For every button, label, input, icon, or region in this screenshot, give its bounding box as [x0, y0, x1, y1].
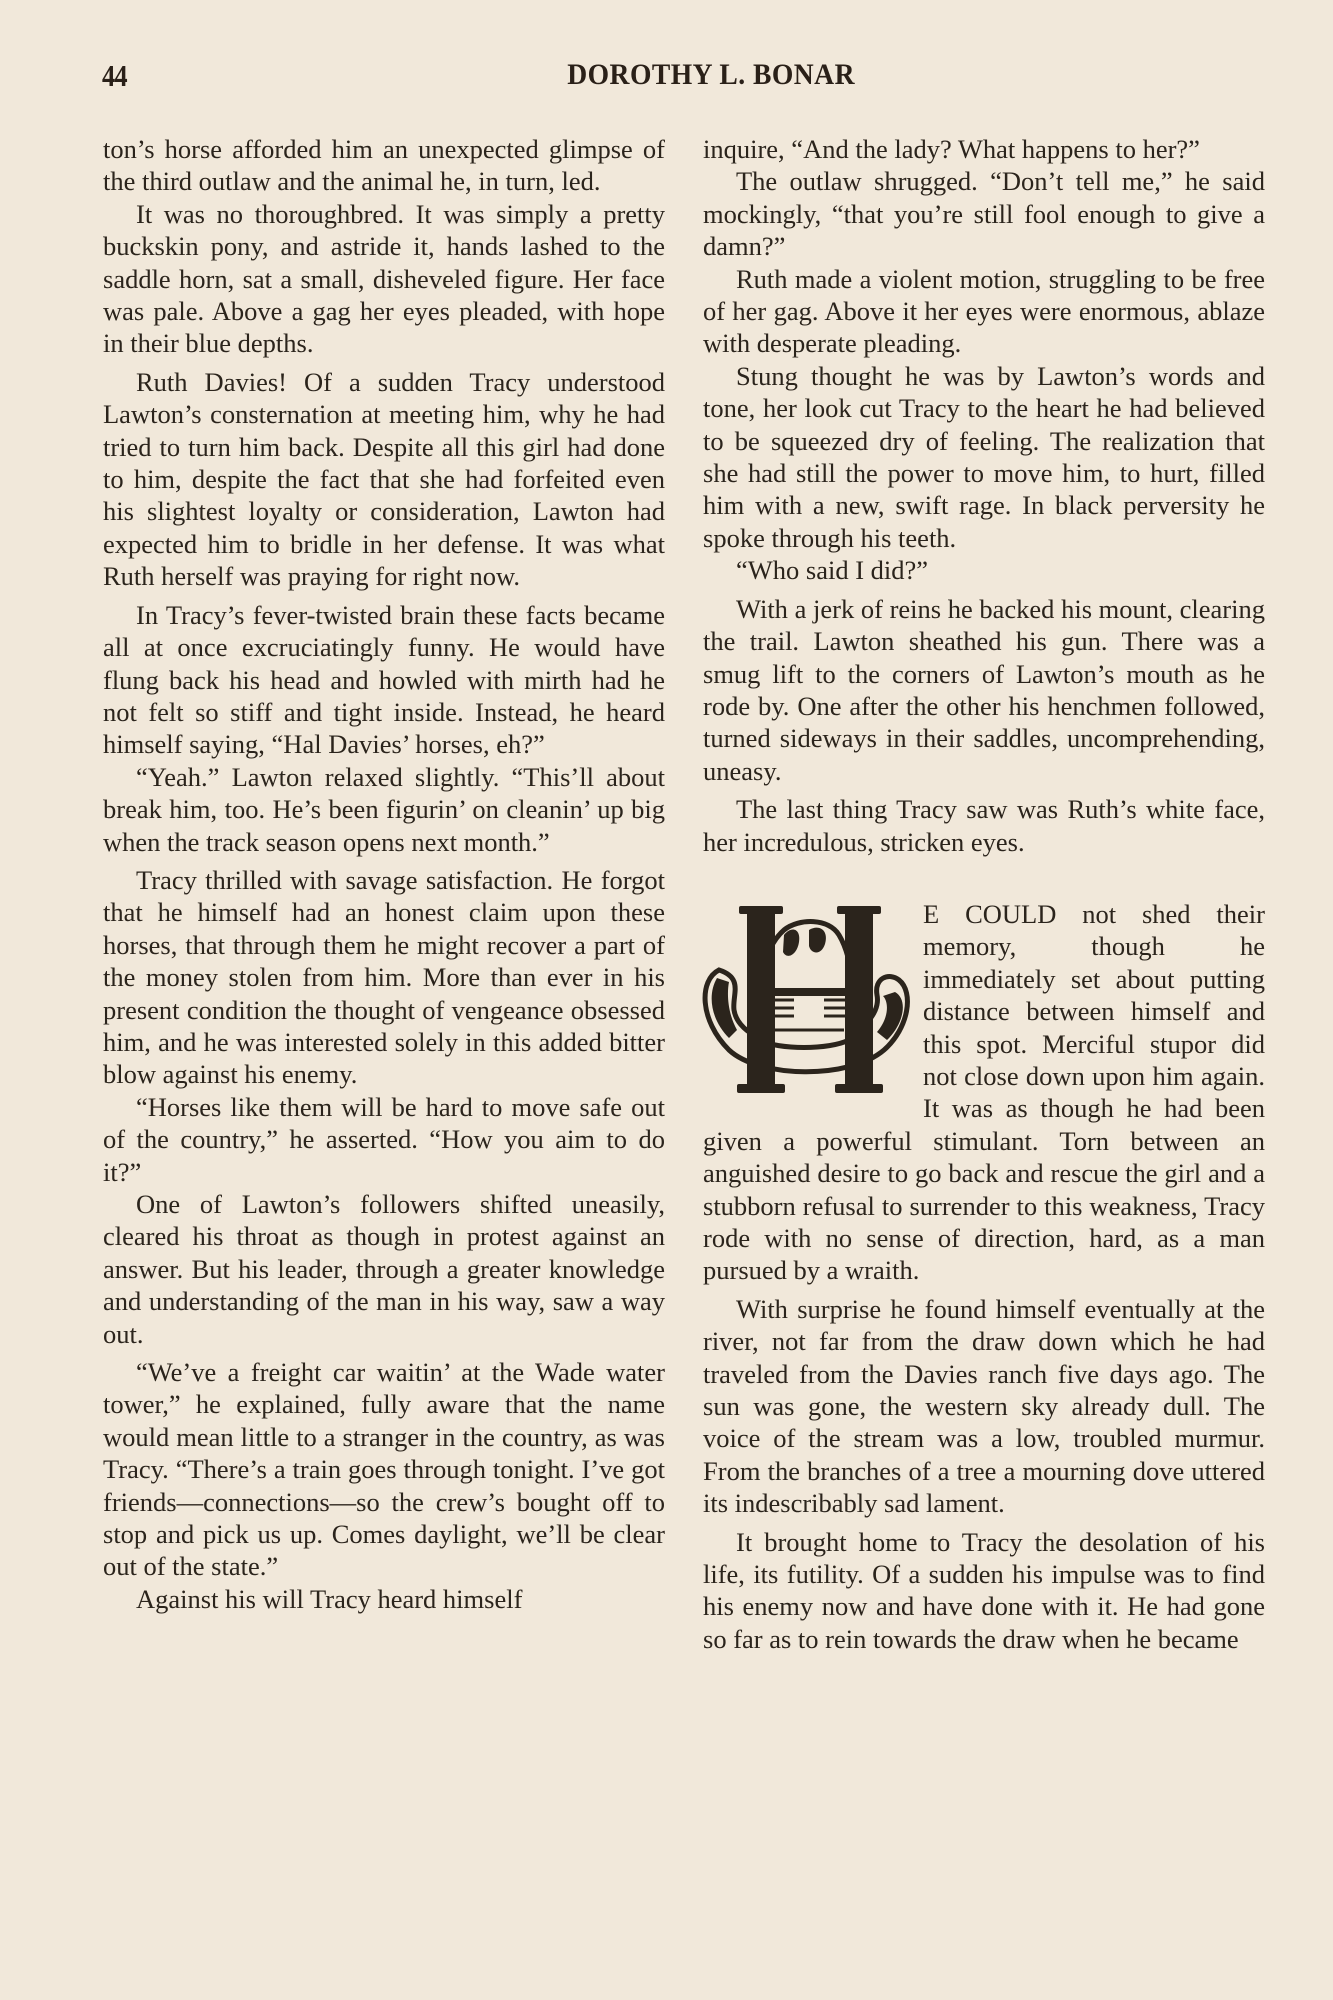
paragraph: “We’ve a freight car waitin’ at the Wade water tower,” he explained, fully aware that the name would mean little to a stranger in the country, as was Tracy. “There’s a train goes through tonight. I’ve got friends—connections—so the crew’s bought off to stop and pick us up. Comes daylight, we’ll be clear out of the state.”	[103, 1357, 665, 1582]
paragraph: With surprise he found himself eventually at the river, not far from the draw down which he had traveled from the Davies ranch five days ago. The sun was gone, the western sky already dull. The voice of the stream was a low, troubled murmur. From the branches of a tree a mourning dove uttered its indescribably sad lament.	[703, 1293, 1265, 1519]
left-column	[103, 133, 665, 1615]
paragraph: “Yeah.” Lawton relaxed slightly. “This’ll about break him, too. He’s been figurin’ on cleanin’ up big when the track season opens next month.”	[103, 761, 665, 857]
paragraph: It brought home to Tracy the desolation of his life, its futility. Of a sudden his impulse was to find his enemy now and have done with it. He had gone so far as to rein towards the draw when he became	[703, 1526, 1265, 1654]
paragraph: In Tracy’s fever-twisted brain these facts became all at once excruciatingly funny. He would have flung back his head and howled with mirth had he not felt so stiff and tight inside. Instead, he heard himself saying, “Hal Davies’ horses, eh?”	[103, 599, 665, 760]
paragraph: One of Lawton’s followers shifted uneasily, cleared his throat as though in protest against an answer. But his leader, through a greater knowledge and understanding of the man in his way, saw a way out.	[103, 1189, 665, 1349]
paragraph: inquire, “And the lady? What happens to her?”	[703, 134, 1200, 164]
paragraph: “Who said I did?”	[736, 555, 929, 586]
cowboy-hat-icon	[699, 900, 917, 1096]
paragraph: With a jerk of reins he backed his mount, clearing the trail. Lawton sheathed his gun. There was a smug lift to the corners of Lawton’s mouth as he rode by. One after the other his henchmen followed, turned sideways in their saddles, uncomprehending, uneasy.	[703, 593, 1265, 786]
paragraph: ton’s horse afforded him an unexpected glimpse of the third outlaw and the animal he, in turn, led.	[103, 134, 665, 197]
page-header	[102, 58, 1265, 98]
paragraph: The outlaw shrugged. “Don’t tell me,” he said mockingly, “that you’re still fool enough to give a damn?”	[703, 166, 1265, 262]
running-title: DOROTHY L. BONAR	[567, 58, 855, 91]
right-column	[703, 133, 1265, 1655]
paragraph: Ruth Davies! Of a sudden Tracy understood Lawton’s consternation at meeting him, why he had tried to turn him back. Despite all this girl had done to him, despite the fact that she had forfeited even his slightest loyalty or consideration, Lawton had expected him to bridle in her defense. It was what Ruth herself was praying for right now.	[103, 366, 665, 592]
drop-cap	[699, 900, 917, 1096]
paragraph: The last thing Tracy saw was Ruth’s white face, her incredulous, stricken eyes.	[703, 794, 1265, 857]
paragraph: Tracy thrilled with savage satisfaction. He forgot that he himself had an honest claim upon these horses, that through them he might recover a part of the money stolen from him. More than ever in his present condition the thought of vengeance obsessed him, and he was interested solely in this added bitter blow against his enemy.	[103, 864, 665, 1090]
page-number: 44	[102, 58, 127, 93]
paragraph: “Horses like them will be hard to move safe out of the country,” he asserted. “How you aim to do it?”	[103, 1091, 665, 1187]
section-opening-text: E COULD not shed their memory, though he immediately set about putting distance between himself and this spot. Merciful stupor did not close down upon him again. It was as though he had been given a powerful stimulant. Torn between an anguished desire to go back and rescue the girl and a stubborn refusal to surrender to this weakness, Tracy rode with no sense of direction, hard, as a man pursued by a wraith.	[703, 898, 1265, 1286]
paragraph: Ruth made a violent motion, struggling to be free of her gag. Above it her eyes were enormous, ablaze with desperate pleading.	[703, 263, 1265, 359]
paragraph: Against his will Tracy heard himself	[136, 1583, 523, 1614]
paragraph: Stung thought he was by Lawton’s words and tone, her look cut Tracy to the heart he had believed to be squeezed dry of feeling. The realization that she had still the power to move him, to hurt, filled him with a new, swift rage. In black perversity he spoke through his teeth.	[703, 360, 1265, 553]
section-opening	[703, 898, 1265, 1287]
paragraph: It was no thoroughbred. It was simply a pretty buckskin pony, and astride it, hands lashed to the saddle horn, sat a small, disheveled figure. Her face was pale. Above a gag her eyes pleaded, with hope in their blue depths.	[103, 198, 665, 359]
